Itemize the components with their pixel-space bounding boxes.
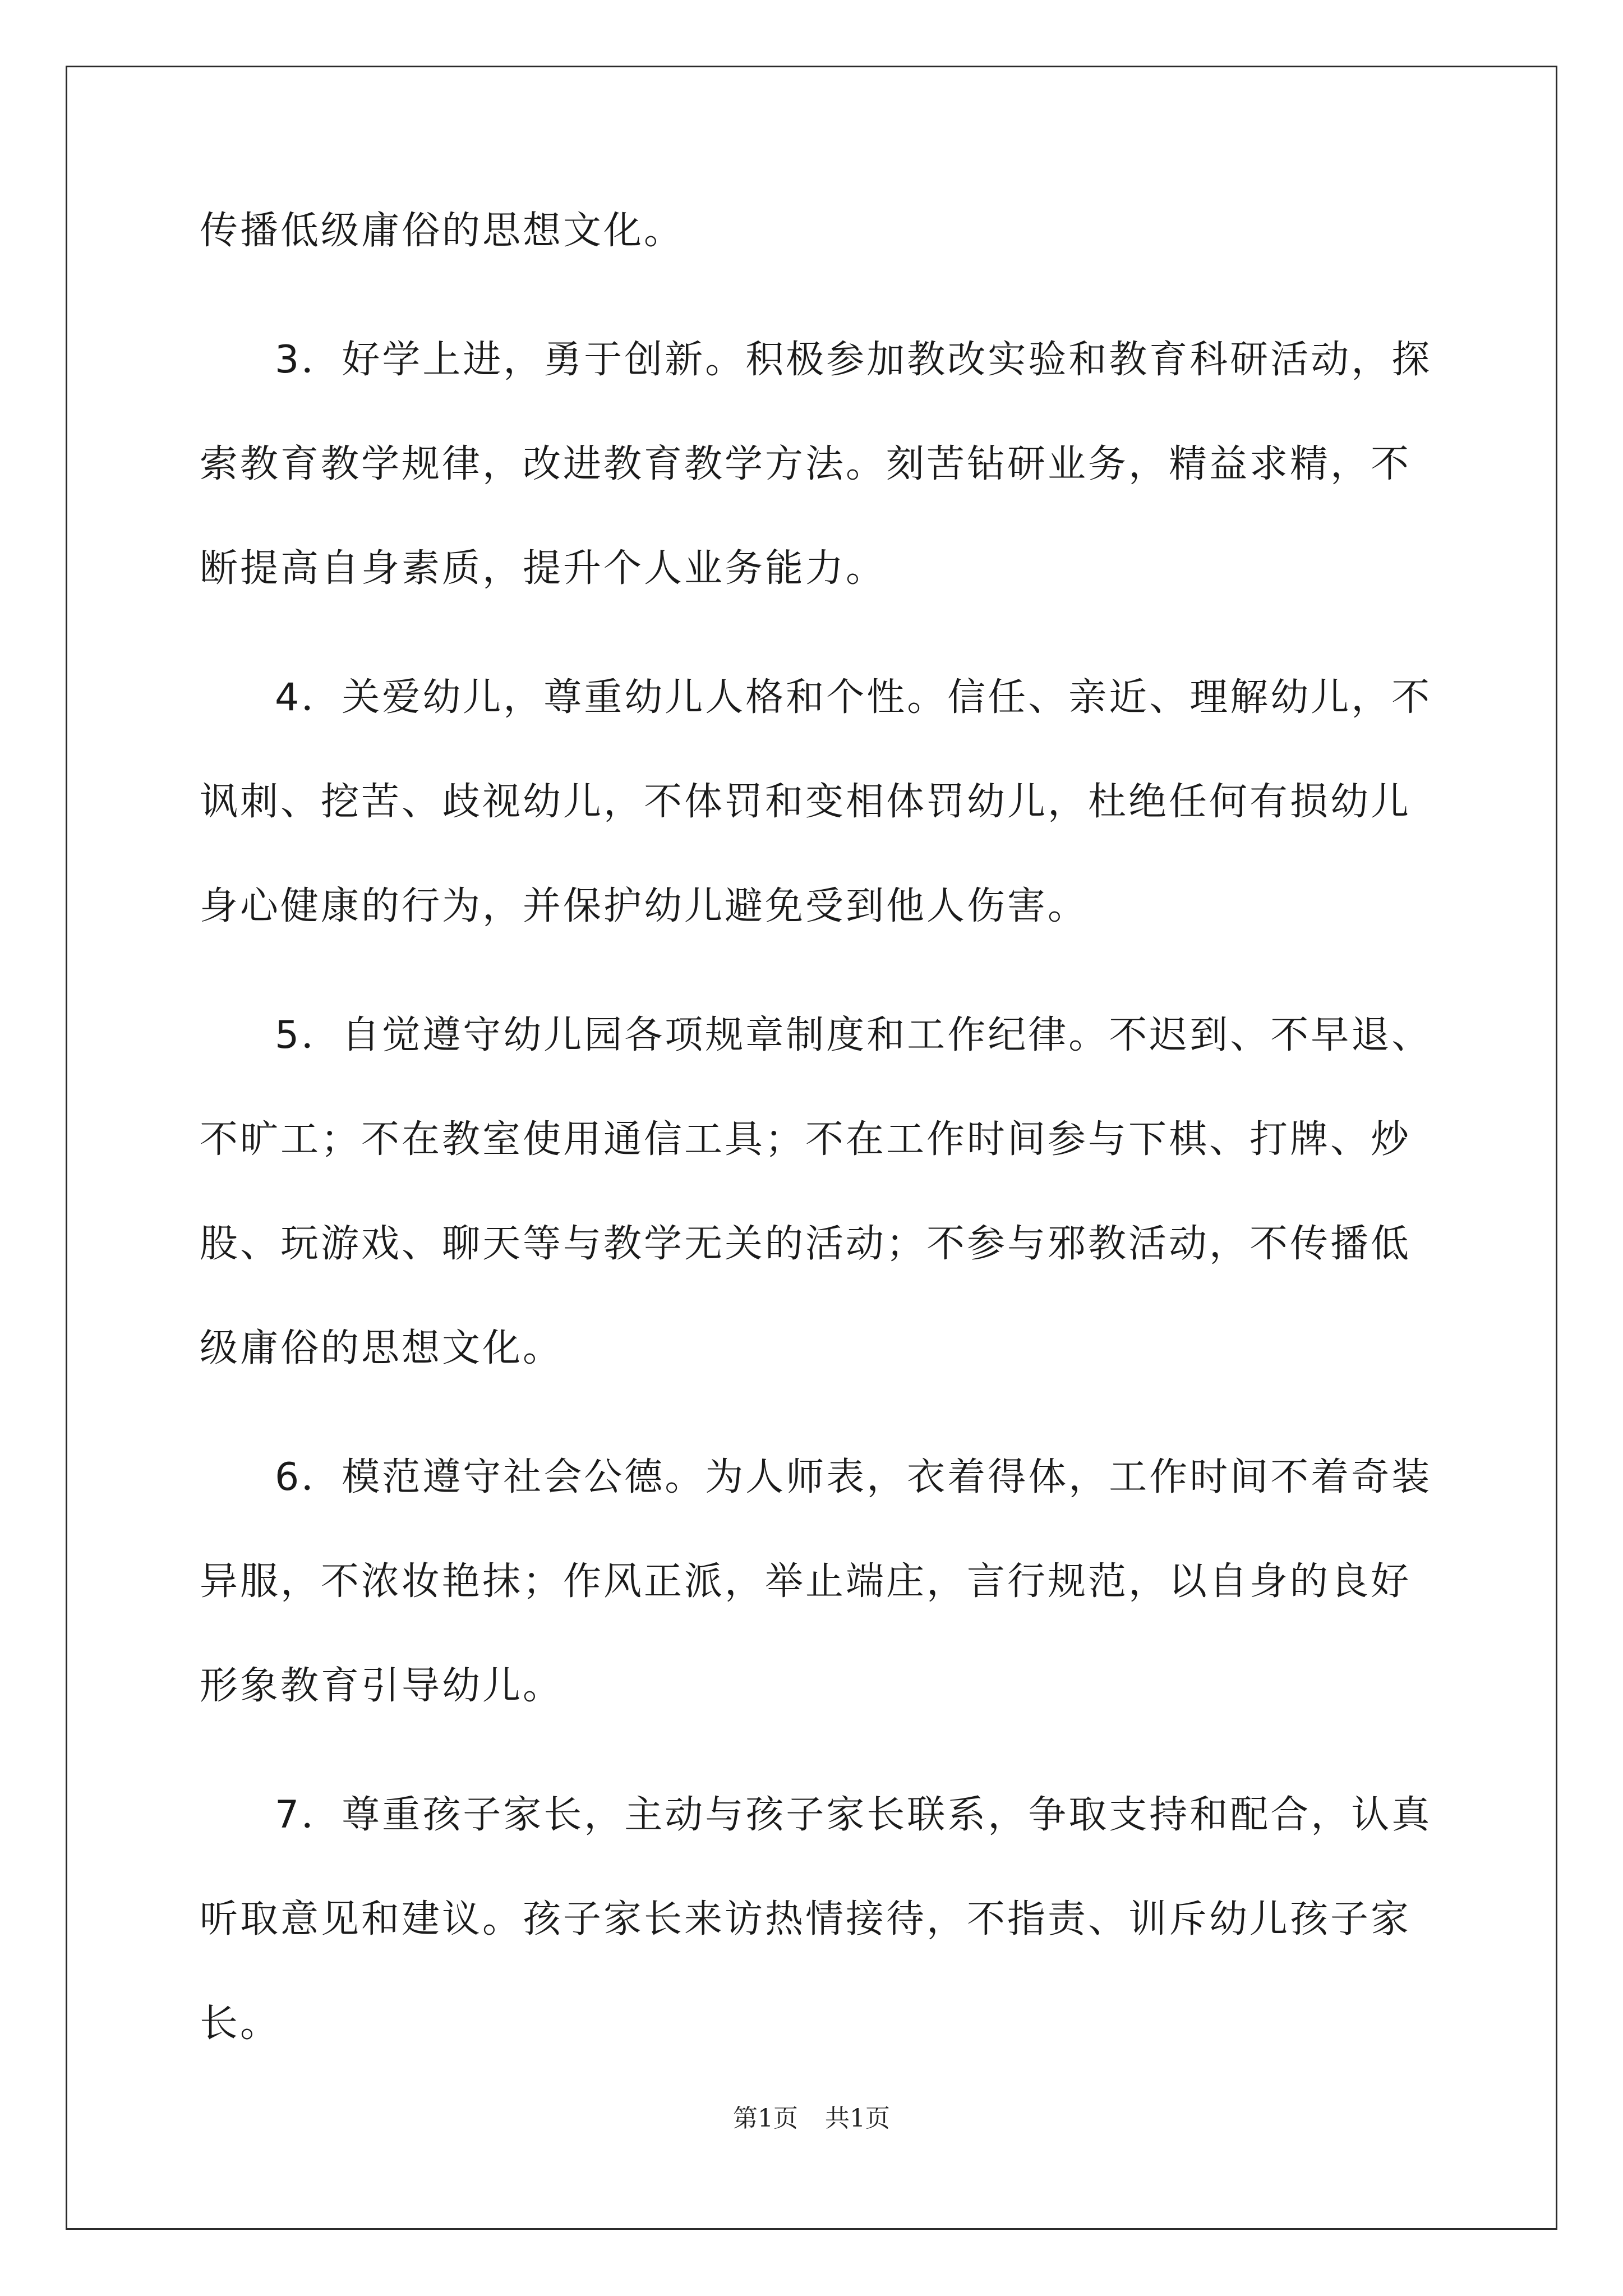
paragraph-6-line: 6．模范遵守社会公德。为人师表，衣着得体，工作时间不着奇装 [275,1455,1432,1499]
text-line: 长。 [200,2001,281,2046]
text-line: 不旷工；不在教室使用通信工具；不在工作时间参与下棋、打牌、炒 [200,1117,1412,1162]
text-line: 股、玩游戏、聊天等与教学无关的活动；不参与邪教活动，不传播低 [200,1222,1412,1266]
total-pages: 共1页 [825,2104,890,2133]
text-line: 形象教育引导幼儿。 [200,1664,564,1708]
paragraph-7-line: 7．尊重孩子家长，主动与孩子家长联系，争取支持和配合，认真 [275,1793,1432,1837]
page-footer [0,2102,1623,2136]
paragraph-4-line: 4．关爱幼儿，尊重幼儿人格和个性。信任、亲近、理解幼儿，不 [275,675,1432,720]
paragraph-5-line: 5．自觉遵守幼儿园各项规章制度和工作纪律。不迟到、不早退、 [275,1013,1432,1057]
text-line: 听取意见和建议。孩子家长来访热情接待，不指责、训斥幼儿孩子家 [200,1897,1412,1941]
text-line: 级庸俗的思想文化。 [200,1326,564,1370]
text-line: 断提高自身素质，提升个人业务能力。 [200,546,887,591]
text-line: 传播低级庸俗的思想文化。 [200,209,685,253]
paragraph-3-line: 3．好学上进，勇于创新。积极参加教改实验和教育科研活动，探 [275,338,1432,382]
text-line: 讽刺、挖苦、歧视幼儿，不体罚和变相体罚幼儿，杜绝任何有损幼儿 [200,780,1412,824]
text-line: 异服，不浓妆艳抹；作风正派，举止端庄，言行规范，以自身的良好 [200,1559,1412,1604]
text-line: 索教育教学规律，改进教育教学方法。刻苦钻研业务，精益求精，不 [200,442,1412,486]
page-number: 第1页 [733,2104,798,2133]
text-line: 身心健康的行为，并保护幼儿避免受到他人伤害。 [200,884,1089,928]
